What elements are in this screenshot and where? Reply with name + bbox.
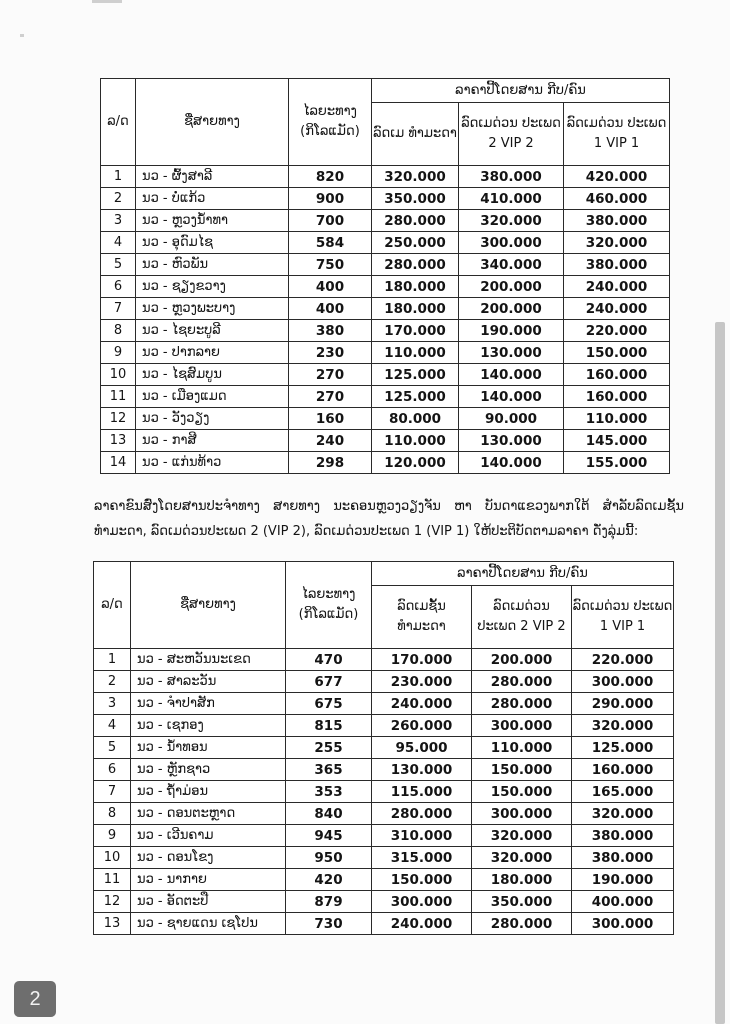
table-row	[94, 737, 674, 759]
cell-fare-vip1: 240.000	[564, 298, 670, 320]
cell-fare-vip1: 110.000	[564, 408, 670, 430]
cell-distance: 365	[286, 759, 372, 781]
cell-distance: 900	[289, 188, 372, 210]
table-row	[101, 364, 670, 386]
cell-distance: 270	[289, 364, 372, 386]
cell-no: 4	[94, 715, 131, 737]
cell-route: ນວ - ດອນຕະຫຼາດ	[131, 803, 286, 825]
cell-distance: 380	[289, 320, 372, 342]
cell-fare-vip1: 420.000	[564, 166, 670, 188]
cell-route: ນວ - ອັດຕະປື	[131, 891, 286, 913]
cell-fare-vip1: 190.000	[572, 869, 674, 891]
header-col-b: ລົດເມດ່ວນ ປະເພດ 2 VIP 2	[472, 586, 572, 649]
cell-fare-standard: 280.000	[372, 803, 472, 825]
cell-fare-vip1: 220.000	[572, 649, 674, 671]
cell-fare-standard: 130.000	[372, 759, 472, 781]
cell-fare-standard: 315.000	[372, 847, 472, 869]
cell-no: 6	[101, 276, 136, 298]
cell-distance: 815	[286, 715, 372, 737]
table-row	[94, 715, 674, 737]
cell-fare-vip1: 160.000	[564, 386, 670, 408]
table-row	[94, 913, 674, 935]
table-row	[101, 452, 670, 474]
table-row	[101, 298, 670, 320]
cell-route: ນວ - ເມືອງແມດ	[136, 386, 289, 408]
cell-route: ນວ - ຜົ້ງສາລີ	[136, 166, 289, 188]
cell-fare-standard: 80.000	[372, 408, 459, 430]
cell-fare-standard: 120.000	[372, 452, 459, 474]
intro-paragraph: ລາຄາຂົນສົ່ງໂດຍສານປະຈຳທາງ ສາຍທາງ ນະຄອນຫຼວງວຽງຈັນ ຫາ ບັນດາແຂວງພາກໃຕ້ ສຳລັບລົດເມຊັ້ນທຳມະດາ, ລົດເມດ່ວນປະເພດ 2 (VIP 2), ລົດເມດ່ວນປະເພດ 1 (VIP 1) ໃຫ້ປະຕິບັດຕາມລາຄາ ດັ່ງລຸ່ມນີ້:	[94, 499, 684, 539]
cell-fare-standard: 280.000	[372, 254, 459, 276]
cell-route: ນວ - ຫົວພັນ	[136, 254, 289, 276]
cell-distance: 750	[289, 254, 372, 276]
cell-fare-standard: 240.000	[372, 913, 472, 935]
table-row	[94, 891, 674, 913]
cell-route: ນວ - ໄຊສົມບູນ	[136, 364, 289, 386]
cell-fare-vip2: 340.000	[459, 254, 564, 276]
scan-speck-top	[92, 0, 122, 3]
cell-distance: 879	[286, 891, 372, 913]
cell-no: 5	[101, 254, 136, 276]
cell-fare-vip2: 280.000	[472, 913, 572, 935]
header-distance: ໄລຍະທາງ (ກິໂລແມັດ)	[289, 79, 372, 166]
cell-fare-standard: 150.000	[372, 869, 472, 891]
cell-route: ນວ - ອຸດົມໄຊ	[136, 232, 289, 254]
cell-fare-vip1: 155.000	[564, 452, 670, 474]
cell-distance: 353	[286, 781, 372, 803]
page-number-badge: 2	[14, 981, 56, 1017]
cell-distance: 298	[289, 452, 372, 474]
header-distance: ໄລຍະທາງ (ກິໂລແມັດ)	[286, 562, 372, 649]
cell-fare-standard: 170.000	[372, 649, 472, 671]
cell-fare-vip2: 190.000	[459, 320, 564, 342]
cell-fare-vip1: 145.000	[564, 430, 670, 452]
header-fare-group: ລາຄາປີ້ໂດຍສານ ກີບ/ຄົນ	[372, 562, 674, 586]
cell-distance: 470	[286, 649, 372, 671]
cell-no: 10	[101, 364, 136, 386]
cell-fare-vip2: 300.000	[472, 715, 572, 737]
table-row	[101, 188, 670, 210]
header-col-b: ລົດເມດ່ວນ ປະເພດ 2 VIP 2	[459, 103, 564, 166]
cell-route: ນວ - ນ້ຳທອນ	[131, 737, 286, 759]
fare-table-south	[93, 561, 674, 935]
cell-route: ນວ - ຫຼວງນ້ຳທາ	[136, 210, 289, 232]
cell-fare-vip2: 320.000	[472, 847, 572, 869]
cell-fare-vip1: 320.000	[572, 715, 674, 737]
table-row	[101, 254, 670, 276]
cell-distance: 400	[289, 276, 372, 298]
cell-route: ນວ - ກາສີ	[136, 430, 289, 452]
header-no: ລ/ດ	[94, 562, 131, 649]
cell-no: 11	[101, 386, 136, 408]
table-row	[101, 210, 670, 232]
cell-fare-standard: 180.000	[372, 298, 459, 320]
fare-table-north-body	[101, 166, 670, 474]
cell-no: 6	[94, 759, 131, 781]
cell-no: 5	[94, 737, 131, 759]
cell-distance: 700	[289, 210, 372, 232]
cell-route: ນວ - ສາລະວັນ	[131, 671, 286, 693]
cell-fare-standard: 125.000	[372, 364, 459, 386]
header-col-c: ລົດເມດ່ວນ ປະເພດ 1 VIP 1	[564, 103, 670, 166]
cell-distance: 270	[289, 386, 372, 408]
cell-no: 9	[101, 342, 136, 364]
cell-fare-vip2: 300.000	[472, 803, 572, 825]
cell-fare-vip2: 180.000	[472, 869, 572, 891]
cell-no: 9	[94, 825, 131, 847]
table-row	[94, 649, 674, 671]
cell-fare-vip2: 110.000	[472, 737, 572, 759]
cell-route: ນວ - ນາກາຍ	[131, 869, 286, 891]
table-row	[94, 781, 674, 803]
cell-fare-standard: 320.000	[372, 166, 459, 188]
cell-distance: 240	[289, 430, 372, 452]
cell-fare-vip1: 400.000	[572, 891, 674, 913]
cell-fare-vip1: 380.000	[572, 825, 674, 847]
table-row	[94, 869, 674, 891]
cell-no: 1	[94, 649, 131, 671]
cell-distance: 677	[286, 671, 372, 693]
cell-route: ນວ - ຫຼັກຊາວ	[131, 759, 286, 781]
cell-fare-vip2: 280.000	[472, 671, 572, 693]
cell-fare-vip1: 300.000	[572, 913, 674, 935]
cell-fare-vip2: 140.000	[459, 364, 564, 386]
cell-distance: 584	[289, 232, 372, 254]
cell-no: 13	[101, 430, 136, 452]
cell-no: 1	[101, 166, 136, 188]
cell-route: ນວ - ໄຊຍະບູລີ	[136, 320, 289, 342]
cell-no: 8	[94, 803, 131, 825]
cell-no: 14	[101, 452, 136, 474]
cell-route: ນວ - ແກ່ນທ້າວ	[136, 452, 289, 474]
cell-route: ນວ - ດອນໂຂງ	[131, 847, 286, 869]
table-row	[94, 759, 674, 781]
cell-no: 8	[101, 320, 136, 342]
header-route: ຊື່ສາຍທາງ	[131, 562, 286, 649]
cell-distance: 255	[286, 737, 372, 759]
cell-fare-standard: 300.000	[372, 891, 472, 913]
cell-route: ນວ - ວັງວຽງ	[136, 408, 289, 430]
cell-fare-standard: 110.000	[372, 430, 459, 452]
cell-fare-vip1: 380.000	[564, 210, 670, 232]
cell-fare-standard: 350.000	[372, 188, 459, 210]
cell-fare-standard: 180.000	[372, 276, 459, 298]
cell-distance: 820	[289, 166, 372, 188]
cell-distance: 950	[286, 847, 372, 869]
cell-fare-vip2: 90.000	[459, 408, 564, 430]
cell-route: ນວ - ຊາຍແດນ ເຊໂປນ	[131, 913, 286, 935]
header-no: ລ/ດ	[101, 79, 136, 166]
cell-fare-vip2: 140.000	[459, 386, 564, 408]
cell-fare-vip1: 290.000	[572, 693, 674, 715]
cell-route: ນວ - ບໍ່ແກ້ວ	[136, 188, 289, 210]
cell-route: ນວ - ຊຽງຂວາງ	[136, 276, 289, 298]
cell-fare-vip1: 300.000	[572, 671, 674, 693]
cell-fare-vip2: 380.000	[459, 166, 564, 188]
cell-fare-vip2: 200.000	[459, 276, 564, 298]
cell-route: ນວ - ເວີນຄາມ	[131, 825, 286, 847]
cell-no: 3	[101, 210, 136, 232]
cell-route: ນວ - ສະຫວັນນະເຂດ	[131, 649, 286, 671]
cell-fare-vip1: 125.000	[572, 737, 674, 759]
cell-no: 13	[94, 913, 131, 935]
cell-fare-vip2: 150.000	[472, 781, 572, 803]
cell-fare-standard: 95.000	[372, 737, 472, 759]
cell-no: 7	[94, 781, 131, 803]
table-row	[101, 276, 670, 298]
cell-distance: 840	[286, 803, 372, 825]
cell-fare-vip1: 380.000	[572, 847, 674, 869]
cell-fare-vip2: 320.000	[472, 825, 572, 847]
cell-no: 2	[101, 188, 136, 210]
cell-fare-vip1: 320.000	[572, 803, 674, 825]
cell-fare-vip1: 240.000	[564, 276, 670, 298]
cell-fare-standard: 230.000	[372, 671, 472, 693]
cell-fare-vip2: 140.000	[459, 452, 564, 474]
header-col-a: ລົດເມຊັ້ນ ທຳມະດາ	[372, 586, 472, 649]
cell-route: ນວ - ປາກລາຍ	[136, 342, 289, 364]
table-row	[94, 825, 674, 847]
cell-fare-standard: 170.000	[372, 320, 459, 342]
cell-distance: 675	[286, 693, 372, 715]
cell-fare-standard: 310.000	[372, 825, 472, 847]
cell-no: 12	[94, 891, 131, 913]
table-row	[101, 232, 670, 254]
cell-fare-vip2: 130.000	[459, 342, 564, 364]
cell-fare-standard: 125.000	[372, 386, 459, 408]
cell-no: 2	[94, 671, 131, 693]
table-row	[101, 430, 670, 452]
cell-no: 7	[101, 298, 136, 320]
cell-fare-vip2: 280.000	[472, 693, 572, 715]
cell-fare-vip2: 150.000	[472, 759, 572, 781]
cell-fare-vip1: 160.000	[564, 364, 670, 386]
header-fare-group: ລາຄາປີ້ໂດຍສານ ກີບ/ຄົນ	[372, 79, 670, 103]
table-row	[94, 671, 674, 693]
cell-distance: 400	[289, 298, 372, 320]
cell-route: ນວ - ຈຳປາສັກ	[131, 693, 286, 715]
cell-no: 11	[94, 869, 131, 891]
cell-no: 3	[94, 693, 131, 715]
cell-fare-vip2: 350.000	[472, 891, 572, 913]
header-col-a: ລົດເມ ທຳມະດາ	[372, 103, 459, 166]
table-row	[94, 847, 674, 869]
cell-distance: 160	[289, 408, 372, 430]
table-row	[94, 693, 674, 715]
cell-fare-vip1: 460.000	[564, 188, 670, 210]
cell-no: 12	[101, 408, 136, 430]
table-row	[94, 803, 674, 825]
cell-distance: 730	[286, 913, 372, 935]
scan-edge-bar	[715, 322, 725, 1024]
cell-route: ນວ - ເຊກອງ	[131, 715, 286, 737]
cell-route: ນວ - ຖ້ຳມ່ອນ	[131, 781, 286, 803]
table-row	[101, 320, 670, 342]
cell-distance: 420	[286, 869, 372, 891]
table-row	[101, 386, 670, 408]
fare-table-south-body	[94, 649, 674, 935]
cell-route: ນວ - ຫຼວງພະບາງ	[136, 298, 289, 320]
cell-fare-vip1: 320.000	[564, 232, 670, 254]
cell-fare-vip2: 200.000	[459, 298, 564, 320]
cell-fare-standard: 115.000	[372, 781, 472, 803]
cell-fare-vip1: 160.000	[572, 759, 674, 781]
header-route: ຊື່ສາຍທາງ	[136, 79, 289, 166]
table-row	[101, 342, 670, 364]
cell-fare-vip2: 410.000	[459, 188, 564, 210]
cell-fare-vip1: 150.000	[564, 342, 670, 364]
cell-fare-standard: 240.000	[372, 693, 472, 715]
cell-fare-vip2: 320.000	[459, 210, 564, 232]
table-row	[101, 166, 670, 188]
cell-fare-vip2: 300.000	[459, 232, 564, 254]
cell-distance: 945	[286, 825, 372, 847]
cell-fare-standard: 110.000	[372, 342, 459, 364]
cell-no: 10	[94, 847, 131, 869]
cell-fare-vip1: 165.000	[572, 781, 674, 803]
cell-fare-vip1: 380.000	[564, 254, 670, 276]
cell-fare-vip2: 130.000	[459, 430, 564, 452]
cell-fare-standard: 280.000	[372, 210, 459, 232]
header-col-c: ລົດເມດ່ວນ ປະເພດ 1 VIP 1	[572, 586, 674, 649]
cell-fare-vip2: 200.000	[472, 649, 572, 671]
cell-fare-standard: 250.000	[372, 232, 459, 254]
table-row	[101, 408, 670, 430]
cell-distance: 230	[289, 342, 372, 364]
cell-no: 4	[101, 232, 136, 254]
cell-fare-vip1: 220.000	[564, 320, 670, 342]
cell-fare-standard: 260.000	[372, 715, 472, 737]
scan-speck-corner	[20, 34, 24, 37]
fare-table-north	[100, 78, 670, 474]
